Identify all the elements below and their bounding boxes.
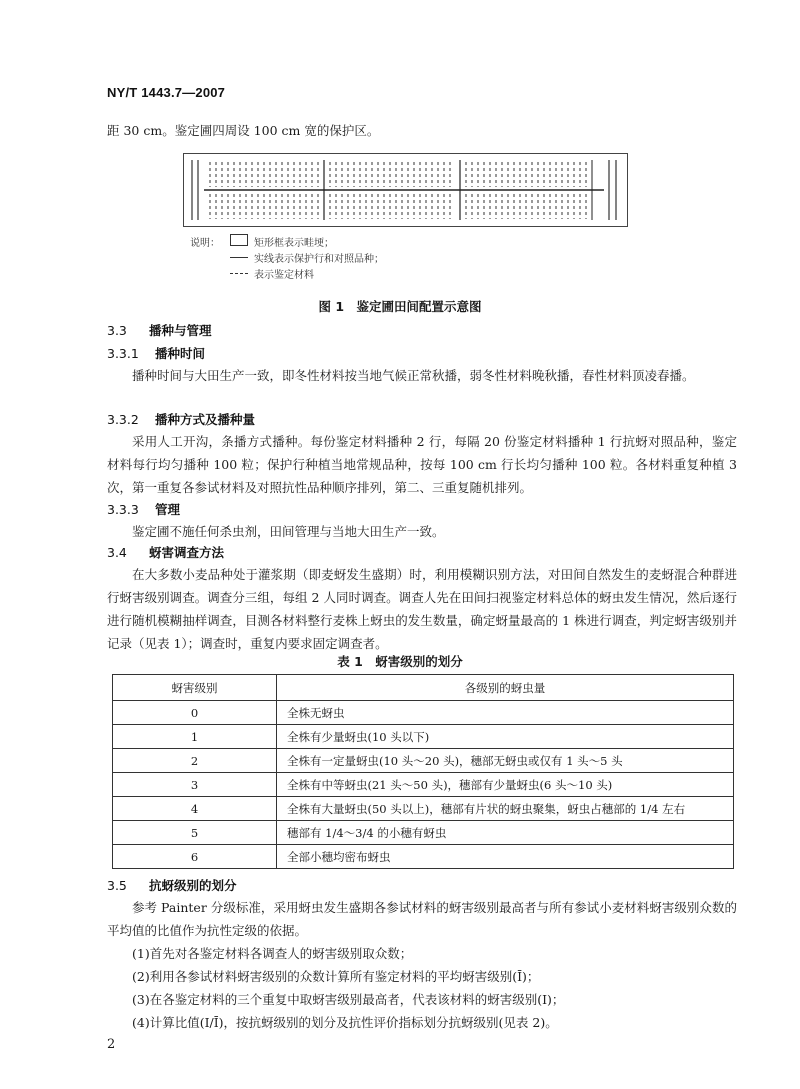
section-body-3-3-1: 播种时间与大田生产一致，即冬性材料按当地气候正常秋播，弱冬性材料晚秋播，春性材料顶凌春播。 — [132, 368, 695, 383]
field-layout-diagram — [183, 153, 628, 227]
aphid-damage-grade-table — [112, 674, 734, 869]
grade-level: 2 — [113, 749, 277, 773]
grade-description: 全株有少量蚜虫(10 头以下) — [277, 725, 734, 749]
field-plot-graphic — [184, 154, 626, 225]
table-row — [113, 773, 734, 797]
table-row — [113, 821, 734, 845]
grade-description: 全株有一定量蚜虫(10 头～20 头)，穗部无蚜虫或仅有 1 头～5 头 — [277, 749, 734, 773]
intro-line: 距 30 cm。鉴定圃四周设 100 cm 宽的保护区。 — [107, 123, 380, 138]
column-header-level: 蚜害级别 — [113, 675, 277, 701]
step-1: (1)首先对各鉴定材料各调查人的蚜害级别取众数； — [132, 946, 413, 961]
section-heading-3-3-1: 3.3.1 播种时间 — [107, 346, 206, 361]
legend-text-solid: 实线表示保护行和对照品种； — [254, 254, 384, 265]
section-heading-3-3: 3.3 播种与管理 — [107, 323, 212, 338]
section-body-3-3-3: 鉴定圃不施任何杀虫剂，田间管理与当地大田生产一致。 — [132, 524, 445, 539]
grade-description: 全株无蚜虫 — [277, 701, 734, 725]
column-header-description: 各级别的蚜虫量 — [277, 675, 734, 701]
grade-description: 穗部有 1/4～3/4 的小穗有蚜虫 — [277, 821, 734, 845]
grade-description: 全株有大量蚜虫(50 头以上)，穗部有片状的蚜虫聚集，蚜虫占穗部的 1/4 左右 — [277, 797, 734, 821]
section-heading-3-3-2: 3.3.2 播种方式及播种量 — [107, 412, 256, 427]
figure-caption: 图 1 鉴定圃田间配置示意图 — [318, 299, 482, 314]
grade-description: 全部小穗均密布蚜虫 — [277, 845, 734, 869]
figure-legend — [190, 234, 490, 280]
solid-line-symbol-icon — [230, 257, 248, 258]
table-header-row — [113, 675, 734, 701]
table-row — [113, 749, 734, 773]
table-row — [113, 845, 734, 869]
table-row — [113, 797, 734, 821]
grade-level: 4 — [113, 797, 277, 821]
rectangle-symbol-icon — [230, 234, 248, 246]
step-3: (3)在各鉴定材料的三个重复中取蚜害级别最高者，代表该材料的蚜害级别(I)； — [132, 992, 565, 1007]
grade-level: 5 — [113, 821, 277, 845]
section-heading-3-5: 3.5 抗蚜级别的划分 — [107, 878, 237, 893]
table-caption: 表 1 蚜害级别的划分 — [337, 654, 463, 669]
legend-text-rectangle: 矩形框表示畦埂； — [254, 238, 334, 249]
table-row — [113, 725, 734, 749]
grade-level: 1 — [113, 725, 277, 749]
legend-label: 说明： — [190, 238, 220, 249]
page-number: 2 — [107, 1037, 116, 1052]
section-heading-3-3-3: 3.3.3 管理 — [107, 502, 181, 517]
grade-level: 6 — [113, 845, 277, 869]
grade-description: 全株有中等蚜虫(21 头～50 头)，穗部有少量蚜虫(6 头～10 头) — [277, 773, 734, 797]
section-body-3-5: 参考 Painter 分级标准，采用蚜虫发生盛期各参试材料的蚜害级别最高者与所有参试小麦材料蚜害级别众数的平均值的比值作为抗性定级的依据。 — [107, 900, 737, 938]
dashed-line-symbol-icon — [230, 273, 248, 274]
section-body-3-3-2: 采用人工开沟，条播方式播种。每份鉴定材料播种 2 行，每隔 20 份鉴定材料播种 1 行抗蚜对照品种，鉴定材料每行均匀播种 100 粒；保护行种植当地常规品种，按每 100 cm 行长均匀播种 100 粒。各材料重复种植 3 次，第一重复各参试材料及对照抗性品种顺序排列，第二、三重复随机排列。 — [107, 434, 737, 495]
legend-text-dashed: 表示鉴定材料 — [254, 270, 314, 281]
step-4: (4)计算比值(I/Ī)，按抗蚜级别的划分及抗性评价指标划分抗蚜级别(见表 2)。 — [132, 1015, 558, 1030]
table-row — [113, 701, 734, 725]
section-heading-3-4: 3.4 蚜害调查方法 — [107, 545, 225, 560]
grade-level: 0 — [113, 701, 277, 725]
section-body-3-4: 在大多数小麦品种处于灌浆期（即麦蚜发生盛期）时，利用模糊识别方法，对田间自然发生的麦蚜混合种群进行蚜害级别调查。调查分三组，每组 2 人同时调查。调查人先在田间扫视鉴定材料总体的蚜虫发生情况，然后逐行进行随机模糊抽样调查，目测各材料整行麦株上蚜虫的发生数量，确定蚜量最高的 1 株进行调查，判定蚜害级别并记录（见表 1）；调查时，重复内要求固定调查者。 — [107, 567, 737, 651]
step-2: (2)利用各参试材料蚜害级别的众数计算所有鉴定材料的平均蚜害级别(Ī)； — [132, 969, 540, 984]
standard-number: NY/T 1443.7—2007 — [107, 85, 226, 100]
grade-level: 3 — [113, 773, 277, 797]
